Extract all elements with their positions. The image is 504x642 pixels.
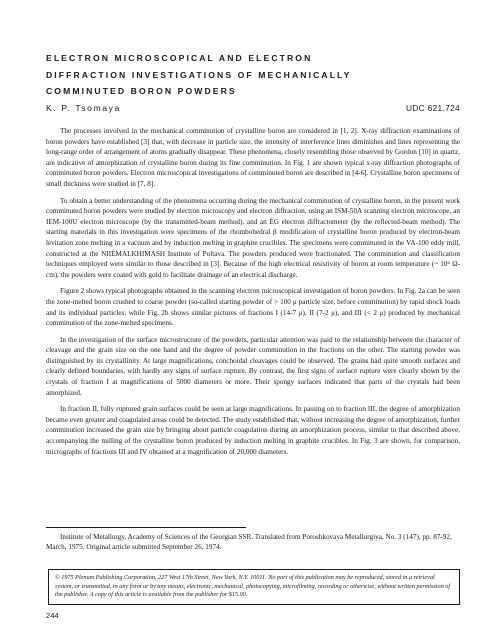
article-title: [46, 50, 466, 100]
page-number: 244: [46, 611, 59, 620]
copyright-box: © 1975 Plenum Publishing Corporation, 227 West 17th Street, New York, N.Y. 10011. No part of this publication may be reproduced, stored in a retrieval system, or transmitted, in any form or by any means, electronic, mechanical, photocopying, microfilming, recording or otherwise, without written permission of the publisher. A copy of this article is available from the publisher for $15.00.: [48, 569, 460, 605]
body-paragraph: In the investigation of the surface microstructure of the powders, particular attention was paid to the relationship between the character of cleavage and the grain size on the one hand and the degree of powder comminution in the fractions on the other. The starting powder was distinguished by its crystallinity. At large magnifications, conchoidal cleavages could be observed. The grains had quite smooth surfaces and clearly defined boundaries, with hardly any signs of surface rupture. By contrast, the first signs of surface rupture were clearly shown by the crystals of fraction I at magnifications of 5000 diameters or more. Their spongy surfaces indicated that parts of the crystals had been amorphized.: [46, 335, 460, 397]
footnote-text: Institute of Metallurgy, Academy of Sciences of the Georgian SSR. Translated from Poroshkovaya Metallurgiya, No. 3 (147), pp. 87-92, March, 1975. Original article submitted September 26, 1974.: [46, 533, 452, 552]
footnote: [46, 527, 460, 553]
body-paragraph: Figure 2 shows typical photographs obtained in the scanning electron microscopical investigation of boron powders. In Fig. 2a can be seen the zone-melted boron crushed to coarse powder (so-called starting powder of > 100 μ particle size, before comminution) by rapid shock loads and its individual particles; while Fig. 2b shows similar pictures of fractions I (14-7 μ), II (7-2 μ), and III (< 2 μ) produced by mechanical comminution of the zone-melted specimens.: [46, 287, 460, 328]
udc-code: UDC 621.724: [405, 103, 460, 113]
title-line: ELECTRON MICROSCOPICAL AND ELECTRON: [46, 53, 313, 63]
body-paragraph: The processes involved in the mechanical comminution of crystalline boron are considered in [1, 2]. X-ray diffraction examinations of boron powders have established [3] that, with decrease in particle size, the intensity of interference lines diminishes and lines representing the long-range order of arrangement of atoms gradually disappear. These phenomena, closely resembling those observed by Gordon [10] in quartz, are indicative of amorphization of crystalline boron during its fine comminution. In Fig. 1 are shown typical x-ray diffraction photographs of comminuted boron powders. Electron microscopical investigations of comminuted boron are described in [4-6]. Crystalline boron specimens of small thickness were studied in [7, 8].: [46, 127, 460, 188]
body-paragraph: To obtain a better understanding of the phenomena occurring during the mechanical comminution of crystalline boron, in the present work comminuted boron powders were studied by electron microscopy and electron diffraction, using an ISM-50A scanning electron microscope, an IEM-100U electron microscope (by the transmitted-beam method), and an ÉG electron diffractometer (by the reflected-beam method). The starting materials in this investigation were specimens of the rhombohedral β modification of crystalline boron produced by electron-beam levitation zone melting in a vacuum and by induction melting in graphite crucibles. The specimens were comminuted in the VA-100 eddy mill, constructed at the NIIÉMALKHIMASH Institute of Poltava. The powders produced were fractionated. The comminution and classification techniques employed were similar to those described in [3]. Because of the high electrical resistivity of boron at room temperature (~ 10⁶ Ω-cm), the powders were coated with gold to facilitate drainage of an electrical discharge.: [46, 196, 460, 279]
body-paragraph: In fraction II, fully ruptured grain surfaces could be seen at large magnifications. In passing on to fraction III, the degree of amorphization became even greater and coagulated areas could be detected. The study established that, without increasing the degree of amorphization, further comminution increased the grain size by bringing about particle coagulation during an amorphization process, similar to that described above, accompanying the milling of the crystalline boron produced by induction melting in graphite crucibles. In Fig. 3 are shown, for comparison, micrographs of fractions III and IV obtained at a magnification of 20,000 diameters.: [46, 405, 460, 456]
title-line: COMMINUTED BORON POWDERS: [46, 86, 237, 96]
article-body: [46, 126, 460, 463]
footnote-rule: [46, 527, 246, 528]
title-line: DIFFRACTION INVESTIGATIONS OF MECHANICALLY: [46, 69, 352, 80]
author-name: K. P. Tsomaya: [46, 103, 121, 113]
